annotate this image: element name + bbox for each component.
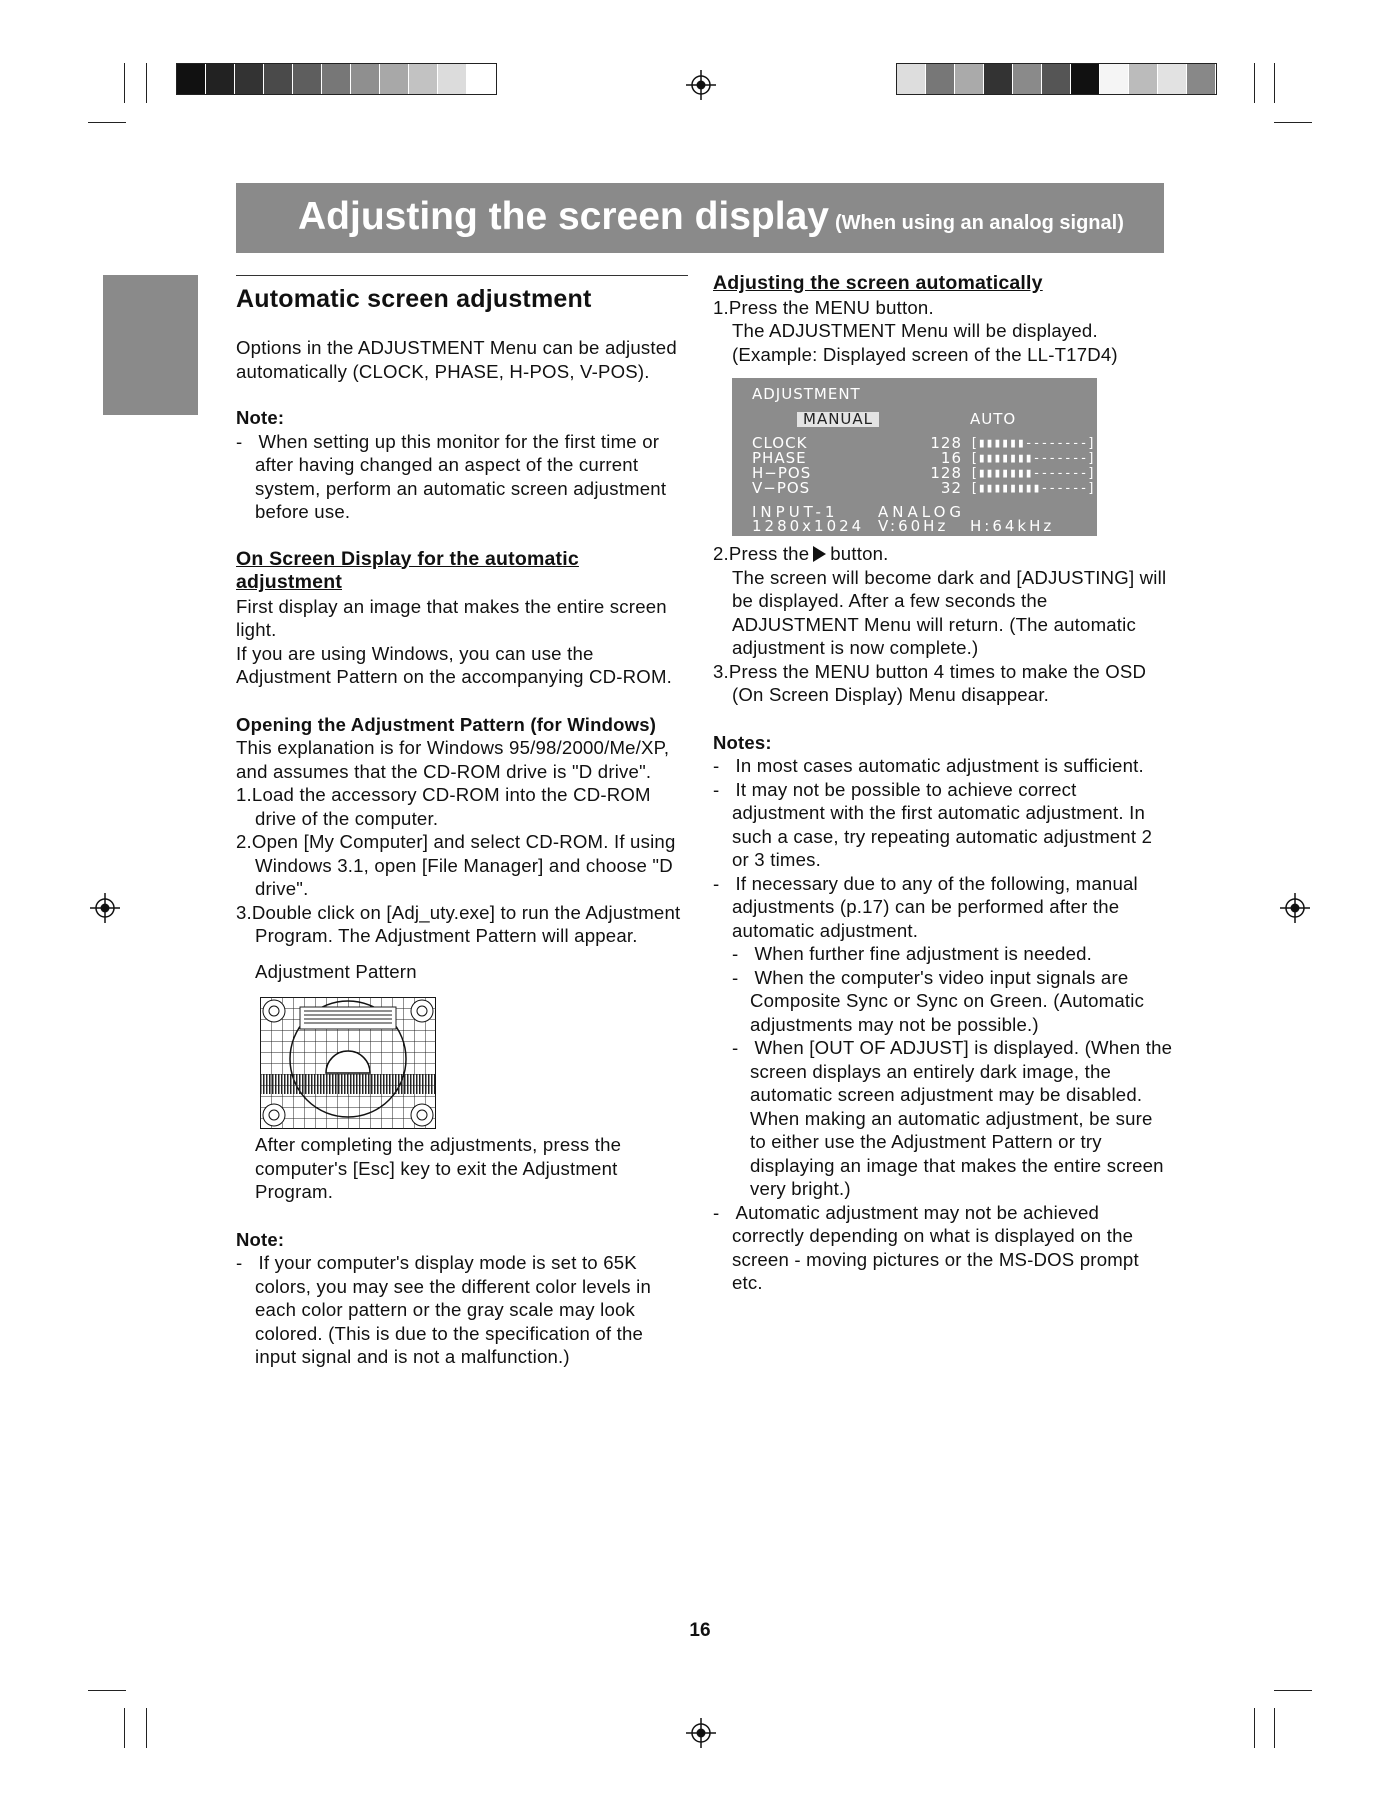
crop-mark: [124, 63, 125, 103]
section-subheading: Adjusting the screen automatically: [713, 272, 1043, 294]
registration-mark-icon: [1280, 893, 1310, 923]
pattern-subheading: Opening the Adjustment Pattern (for Windows): [236, 713, 657, 735]
osd-hfreq: H:64kHz: [970, 517, 1055, 535]
osd-paragraph: First display an image that makes the entire screen light.: [236, 595, 667, 640]
osd-signal: ANALOG: [878, 503, 965, 521]
after-pattern-paragraph: After completing the adjustments, press the computer's [Esc] key to exit the Adjustment Program.: [255, 1134, 622, 1202]
osd-row-label: PHASE: [752, 449, 807, 467]
crop-mark: [88, 1690, 126, 1691]
osd-row-label: CLOCK: [752, 434, 808, 452]
crop-mark: [146, 63, 147, 103]
figure-caption: Adjustment Pattern: [255, 960, 417, 982]
section-heading: Automatic screen adjustment: [236, 285, 592, 313]
crop-mark: [1254, 1708, 1255, 1748]
step-item: 2.Open [My Computer] and select CD-ROM. If using Windows 3.1, open [File Manager] and choose "D drive".: [236, 831, 676, 899]
note-item: - When setting up this monitor for the first time or after having changed an aspect of the current system, perform an automatic screen adjustment before use.: [236, 430, 667, 522]
left-column: [236, 275, 688, 1369]
osd-resolution: 1280x1024: [752, 517, 865, 535]
subnote-item: - When [OUT OF ADJUST] is displayed. (When the screen displays an entirely dark image, the automatic screen adjustment may be disabled. When making an automatic adjustment, be sure to either use the Adjustment Pattern or try displaying an image that makes the entire screen very bright.): [732, 1037, 1173, 1199]
subnote-item: - When further fine adjustment is needed.: [732, 943, 1093, 964]
crop-mark: [1254, 63, 1255, 103]
adjustment-pattern-figure: [260, 997, 436, 1129]
osd-title: ADJUSTMENT: [752, 385, 861, 403]
osd-subheading: On Screen Display for the automatic adjustment: [236, 547, 579, 593]
osd-row-label: H−POS: [752, 464, 812, 482]
crop-mark: [1274, 1708, 1275, 1748]
color-bar-strip: [896, 63, 1217, 95]
pattern-intro: This explanation is for Windows 95/98/2000/Me/XP, and assumes that the CD-ROM drive is "D drive".: [236, 737, 670, 782]
osd-tab-auto: AUTO: [970, 410, 1017, 428]
page-subtitle: (When using an analog signal): [834, 212, 1124, 234]
step-item: 1.Load the accessory CD-ROM into the CD-ROM drive of the computer.: [236, 784, 651, 829]
osd-row-label: V−POS: [752, 479, 811, 497]
osd-row-bar: [▮▮▮▮▮▮--------]: [970, 436, 1096, 451]
note-label: Note:: [236, 407, 285, 428]
note-item: - It may not be possible to achieve correct adjustment with the first automatic adjustment. In such a case, try repeating automatic adjustment 2 or 3 times.: [713, 778, 1153, 870]
osd-row-value: 16: [940, 449, 962, 467]
step-item: 3.Press the MENU button 4 times to make the OSD (On Screen Display) Menu disappear.: [713, 660, 1147, 705]
gray-bar-strip: [176, 63, 497, 95]
note-item: - If your computer's display mode is set to 65K colors, you may see the different color levels in each color pattern or the gray scale may look colored. (This is due to the specification of the input signal and is not a malfunction.): [236, 1252, 651, 1367]
page-number: 16: [689, 1620, 711, 1641]
right-column: [713, 272, 1173, 1295]
crop-mark: [124, 1708, 125, 1748]
step-item: 2.Press the button.: [713, 543, 889, 564]
page-title: Adjusting the screen display (When using an analog signal): [298, 195, 1124, 238]
registration-mark-icon: [90, 893, 120, 923]
step-item: 3.Double click on [Adj_uty.exe] to run the Adjustment Program. The Adjustment Pattern will appear.: [236, 901, 681, 946]
osd-input: INPUT-1: [752, 503, 839, 521]
right-arrow-icon: [813, 546, 826, 562]
registration-mark-icon: [686, 1718, 716, 1748]
osd-vfreq: V:60Hz: [878, 517, 949, 535]
osd-paragraph: If you are using Windows, you can use the Adjustment Pattern on the accompanying CD-ROM.: [236, 642, 673, 687]
note-item: - In most cases automatic adjustment is sufficient.: [713, 755, 1144, 776]
note-item: - If necessary due to any of the following, manual adjustments (p.17) can be performed after the automatic adjustment.: [713, 872, 1138, 941]
osd-adjustment-menu: [732, 378, 1097, 536]
osd-row-value: 128: [930, 464, 962, 482]
osd-row-bar: [▮▮▮▮▮▮▮-------]: [970, 451, 1096, 466]
subnote-item: - When the computer's video input signals are Composite Sync or Sync on Green. (Automatic adjustments may not be possible.): [732, 966, 1145, 1035]
step-detail: (Example: Displayed screen of the LL-T17D4): [732, 343, 1118, 365]
osd-tab-manual: MANUAL: [797, 412, 879, 427]
notes-label: Notes:: [713, 731, 772, 753]
step-item: 1.Press the MENU button.: [713, 296, 934, 318]
note-label: Note:: [236, 1228, 285, 1250]
intro-paragraph: Options in the ADJUSTMENT Menu can be adjusted automatically (CLOCK, PHASE, H-POS, V-POS).: [236, 337, 677, 382]
note-item: - Automatic adjustment may not be achieved correctly depending on what is displayed on the screen - moving pictures or the MS-DOS prompt etc.: [713, 1201, 1139, 1293]
crop-mark: [88, 122, 126, 123]
osd-row-bar: [▮▮▮▮▮▮▮-------]: [970, 466, 1096, 481]
crop-mark: [1274, 1690, 1312, 1691]
section-tab: [103, 275, 198, 415]
crop-mark: [146, 1708, 147, 1748]
osd-row-value: 32: [940, 479, 962, 497]
osd-row-value: 128: [930, 434, 962, 452]
osd-row-bar: [▮▮▮▮▮▮▮▮------]: [970, 481, 1096, 496]
step-detail: The screen will become dark and [ADJUSTING] will be displayed. After a few seconds the ADJUSTMENT Menu will return. (The automatic adjustment is now complete.): [732, 566, 1167, 658]
step-detail: The ADJUSTMENT Menu will be displayed.: [732, 320, 1098, 341]
crop-mark: [1274, 122, 1312, 123]
heading-rule: [236, 275, 688, 276]
crop-mark: [1274, 63, 1275, 103]
registration-mark-icon: [686, 70, 716, 100]
page-title-banner: [236, 183, 1164, 253]
